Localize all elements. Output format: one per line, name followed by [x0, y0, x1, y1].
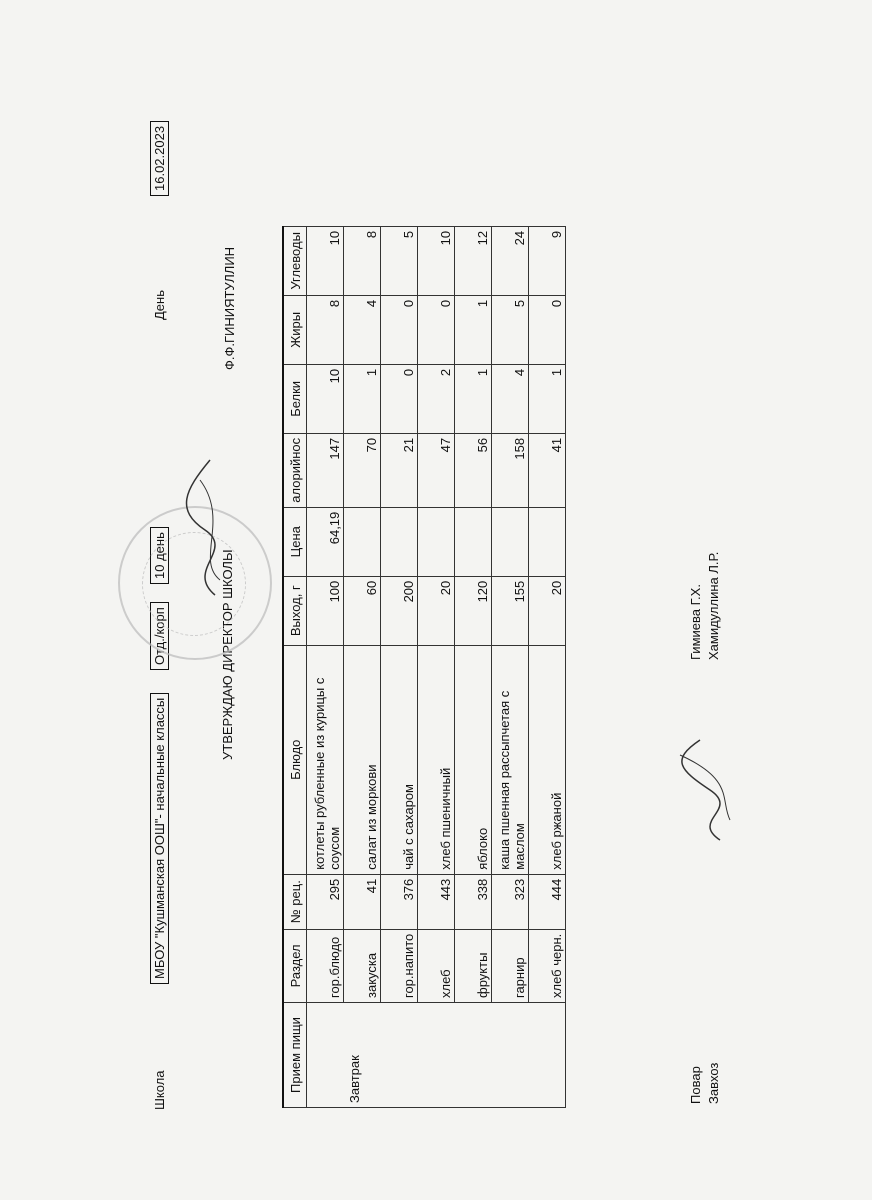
kcal-cell: 47 [418, 433, 455, 507]
col-protein: Белки [283, 364, 307, 433]
fat-cell: 0 [418, 295, 455, 364]
protein-cell: 4 [492, 364, 529, 433]
carbs-cell: 10 [307, 226, 344, 295]
kcal-cell: 147 [307, 433, 344, 507]
supply-label: Завхоз [706, 1062, 721, 1104]
kcal-cell: 158 [492, 433, 529, 507]
col-dish: Блюдо [283, 645, 307, 874]
table-row [344, 226, 381, 1107]
col-carbs: Углеводы [283, 226, 307, 295]
date-field: 16.02.2023 [150, 121, 169, 196]
carbs-cell: 12 [455, 226, 492, 295]
menu-table [282, 226, 566, 1108]
fat-cell: 0 [381, 295, 418, 364]
cook-signature [660, 730, 750, 850]
day-label: День [152, 290, 167, 320]
fat-cell: 5 [492, 295, 529, 364]
recipe-cell: 41 [344, 874, 381, 929]
table-row [455, 226, 492, 1107]
output-cell: 155 [492, 576, 529, 645]
col-price: Цена [283, 507, 307, 576]
dish-cell: чай с сахаром [381, 645, 418, 874]
col-meal: Прием пищи [283, 1003, 307, 1108]
kcal-cell: 41 [529, 433, 566, 507]
fat-cell: 8 [307, 295, 344, 364]
recipe-cell: 323 [492, 874, 529, 929]
recipe-cell: 376 [381, 874, 418, 929]
price-cell [418, 507, 455, 576]
section-cell: хлеб черн. [529, 929, 566, 1002]
kcal-cell: 56 [455, 433, 492, 507]
meal-cell: Завтрак [307, 1003, 566, 1108]
recipe-cell: 338 [455, 874, 492, 929]
price-cell [455, 507, 492, 576]
section-cell: гор.напито [381, 929, 418, 1002]
protein-cell: 2 [418, 364, 455, 433]
protein-cell: 1 [344, 364, 381, 433]
table-row [529, 226, 566, 1107]
price-cell: 64,19 [307, 507, 344, 576]
section-cell: закуска [344, 929, 381, 1002]
price-cell [529, 507, 566, 576]
day-number: 10 день [150, 527, 169, 584]
kcal-cell: 70 [344, 433, 381, 507]
fat-cell: 4 [344, 295, 381, 364]
section-cell: хлеб [418, 929, 455, 1002]
cook-label: Повар [688, 1066, 703, 1104]
recipe-cell: 443 [418, 874, 455, 929]
table-row [381, 226, 418, 1107]
cook-name: Гимиева Г.Х. [688, 584, 703, 660]
table-row [492, 226, 529, 1107]
output-cell: 20 [418, 576, 455, 645]
section-cell: фрукты [455, 929, 492, 1002]
fat-cell: 0 [529, 295, 566, 364]
protein-cell: 1 [455, 364, 492, 433]
output-cell: 120 [455, 576, 492, 645]
dish-cell: салат из моркови [344, 645, 381, 874]
section-cell: гарнир [492, 929, 529, 1002]
director-signature [175, 450, 245, 600]
price-cell [381, 507, 418, 576]
school-label: Школа [152, 1070, 167, 1110]
output-cell: 60 [344, 576, 381, 645]
kcal-cell: 21 [381, 433, 418, 507]
output-cell: 20 [529, 576, 566, 645]
dish-cell: котлеты рубленные из курицы с соусом [307, 645, 344, 874]
col-section: Раздел [283, 929, 307, 1002]
protein-cell: 1 [529, 364, 566, 433]
supply-name: Хамидуллина Л.Р. [706, 551, 721, 660]
recipe-cell: 295 [307, 874, 344, 929]
school-name: МБОУ "Кушманская ООШ"- начальные классы [150, 693, 169, 984]
department-label: Отд./корп [150, 602, 169, 670]
carbs-cell: 5 [381, 226, 418, 295]
price-cell [344, 507, 381, 576]
output-cell: 200 [381, 576, 418, 645]
col-fat: Жиры [283, 295, 307, 364]
dish-cell: каша пшенная рассыпчетая с маслом [492, 645, 529, 874]
dish-cell: яблоко [455, 645, 492, 874]
col-kcal: алорийнос [283, 433, 307, 507]
protein-cell: 10 [307, 364, 344, 433]
director-name: Ф.Ф.ГИНИЯТУЛЛИН [222, 246, 237, 370]
fat-cell: 1 [455, 295, 492, 364]
approve-text: УТВЕРЖДАЮ ДИРЕКТОР ШКОЛЫ [220, 549, 235, 760]
table-row [418, 226, 455, 1107]
dish-cell: хлеб ржаной [529, 645, 566, 874]
carbs-cell: 10 [418, 226, 455, 295]
output-cell: 100 [307, 576, 344, 645]
dish-cell: хлеб пшеничный [418, 645, 455, 874]
price-cell [492, 507, 529, 576]
carbs-cell: 24 [492, 226, 529, 295]
table-row [307, 226, 344, 1107]
col-recipe: № рец. [283, 874, 307, 929]
recipe-cell: 444 [529, 874, 566, 929]
col-output: Выход, г [283, 576, 307, 645]
carbs-cell: 8 [344, 226, 381, 295]
section-cell: гор.блюдо [307, 929, 344, 1002]
carbs-cell: 9 [529, 226, 566, 295]
protein-cell: 0 [381, 364, 418, 433]
